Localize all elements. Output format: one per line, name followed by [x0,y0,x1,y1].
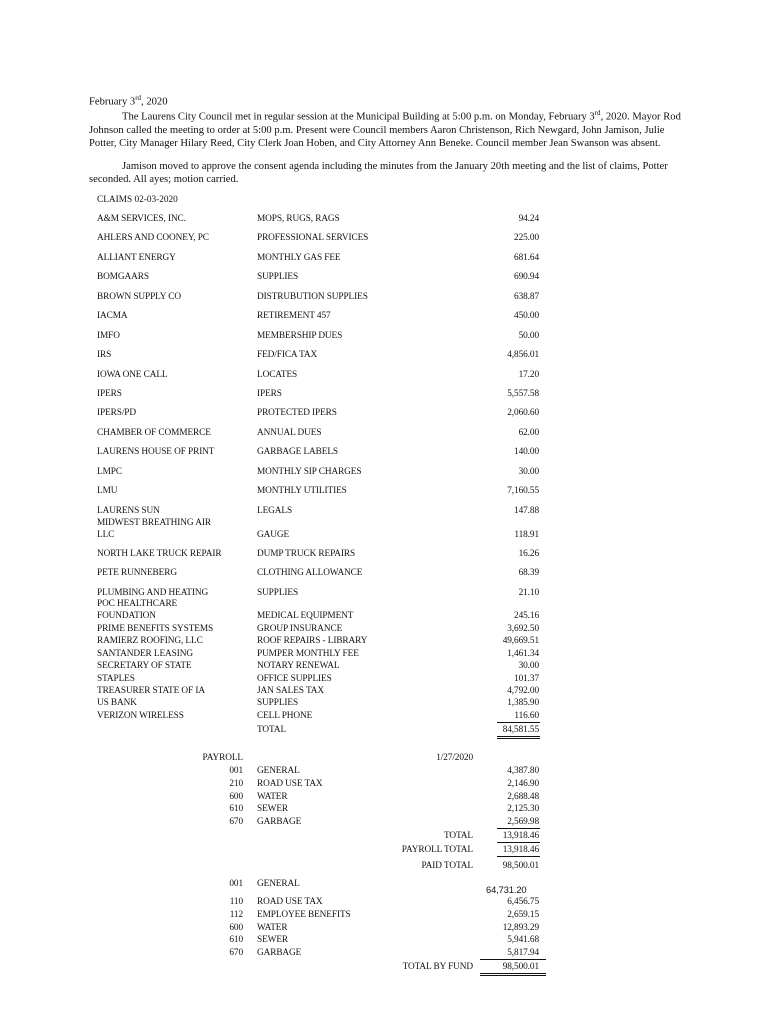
claim-amount: 30.00 [518,467,539,477]
table-row [0,698,770,712]
fund-name: GENERAL [257,879,300,889]
vendor-name: POC HEALTHCARE [97,599,178,609]
claim-description: CLOTHING ALLOWANCE [257,568,363,578]
claim-description: MEMBERSHIP DUES [257,331,343,341]
fund-code: 600 [229,792,243,802]
fund-code: 001 [229,879,243,889]
fund-name: GARBAGE [257,948,302,958]
vendor-name: BOMGAARS [97,272,149,282]
paid-total-label: PAID TOTAL [421,861,473,871]
table-row [0,725,770,739]
table-row [0,817,770,831]
claim-amount: 21.10 [518,588,539,598]
claim-description: FED/FICA TAX [257,350,318,360]
fund-code: 670 [229,817,243,827]
p1-text-a: The Laurens City Council met in regular session at the Municipal Building at 5:00 p.m. on Monday, February 3 [122,111,595,123]
vendor-name: NORTH LAKE TRUCK REPAIR [97,549,222,559]
p1-text-b: , 2020. Mayor Rod Johnson called the meeting to order at 5:00 p.m. Present were Council members Aaron Christenson, Rich Newgard, John Jamison, Julie Potter, City Manager Hilary Reed, City Clerk Joan Hoben, and City Attorney Ann Beneke. Council member Jean Swanson was absent. [89,111,681,149]
table-row [0,486,770,500]
fund-name: SEWER [257,935,289,945]
table-row [0,845,770,859]
fund-code: 210 [229,779,243,789]
p2-text: Jamison moved to approve the consent agenda including the minutes from the January 20th meeting and the list of claims, Potter seconded. All ayes; motion carried. [89,161,668,186]
claim-amount: 3,692.50 [507,624,539,634]
table-row [0,447,770,461]
vendor-name: PRIME BENEFITS SYSTEMS [97,624,214,634]
fund-amount: 6,456.75 [507,897,539,907]
vendor-name-cont: LLC [97,530,115,540]
table-row [0,568,770,582]
subtotal-rule [497,722,540,723]
claim-amount: 681.64 [514,253,539,263]
vendor-name: A&M SERVICES, INC. [97,214,186,224]
table-row [0,331,770,345]
vendor-name: IMFO [97,331,120,341]
payroll-date: 1/27/2020 [436,753,473,763]
vendor-name: US BANK [97,698,137,708]
table-row [0,350,770,364]
claim-description: GAUGE [257,530,290,540]
table-row [0,948,770,962]
claim-amount: 4,792.00 [507,686,539,696]
vendor-name: LAURENS SUN [97,506,160,516]
claims-total-amount: 84,581.55 [502,725,539,735]
table-row [0,549,770,563]
claim-amount: 116.60 [514,711,539,721]
claim-description: PUMPER MONTHLY FEE [257,649,359,659]
vendor-name: PLUMBING AND HEATING [97,588,209,598]
vendor-name: CHAMBER OF COMMERCE [97,428,211,438]
claim-amount: 50.00 [518,331,539,341]
fund-total-double-rule [480,975,546,976]
payroll-subtotal-rule [497,828,540,829]
date-ordinal: rd [135,94,142,102]
payroll-grand-label: PAYROLL TOTAL [401,845,473,855]
claim-amount: 245.16 [514,611,539,621]
claim-amount: 147.88 [514,506,539,516]
fund-total-label: TOTAL BY FUND [402,962,473,972]
claim-amount: 30.00 [518,661,539,671]
table-row [0,661,770,675]
claim-amount: 140.00 [514,447,539,457]
meeting-date [89,94,168,108]
vendor-name: SANTANDER LEASING [97,649,193,659]
vendor-name: LAURENS HOUSE OF PRINT [97,447,215,457]
table-row [0,910,770,924]
vendor-name: RAMIERZ ROOFING, LLC [97,636,203,646]
fund-code: 001 [229,766,243,776]
vendor-name: AHLERS AND COONEY, PC [97,233,209,243]
table-row [0,253,770,267]
date-text: February 3 [89,96,136,108]
fund-name: WATER [257,792,288,802]
claim-amount: 68.39 [518,568,539,578]
claim-description: RETIREMENT 457 [257,311,331,321]
fund-name: WATER [257,923,288,933]
claim-amount: 7,160.55 [507,486,539,496]
table-row [0,389,770,403]
vendor-name: STAPLES [97,674,135,684]
claims-title: CLAIMS 02-03-2020 [97,195,178,205]
vendor-name-cont: FOUNDATION [97,611,156,621]
claim-description: MEDICAL EQUIPMENT [257,611,354,621]
table-row [0,779,770,793]
paid-total-amount: 98,500.01 [502,861,539,871]
fund-amount: 12,893.29 [502,923,539,933]
claim-description: DISTRUBUTION SUPPLIES [257,292,368,302]
minutes-paragraph-1 [89,107,684,150]
fund-amount: 5,941.68 [507,935,539,945]
table-row [0,753,770,767]
payroll-grand-rule [497,856,540,857]
payroll-amount: 2,125.30 [507,804,539,814]
claim-description: ANNUAL DUES [257,428,322,438]
claim-amount: 2,060.60 [507,408,539,418]
table-row [0,467,770,481]
total-rule [497,736,540,737]
vendor-name: BROWN SUPPLY CO [97,292,182,302]
claim-description: GROUP INSURANCE [257,624,343,634]
fund-code: 112 [229,910,243,920]
claim-description: SUPPLIES [257,588,299,598]
claim-description: PROTECTED IPERS [257,408,337,418]
table-row [0,370,770,384]
fund-name: EMPLOYEE BENEFITS [257,910,351,920]
vendor-name: IPERS [97,389,122,399]
table-row [0,311,770,325]
fund-code: 610 [229,804,243,814]
table-row [0,214,770,228]
table-row [0,636,770,650]
payroll-rule [497,842,540,843]
minutes-paragraph-2 [89,160,684,186]
claim-description: MONTHLY UTILITIES [257,486,347,496]
claim-amount: 5,557.58 [507,389,539,399]
claim-description: ROOF REPAIRS - LIBRARY [257,636,368,646]
table-row [0,428,770,442]
vendor-name: ALLIANT ENERGY [97,253,176,263]
payroll-total-amount: 13,918.46 [502,831,539,841]
fund-name: SEWER [257,804,289,814]
claims-total-label: TOTAL [257,725,287,735]
claim-amount: 225.00 [514,233,539,243]
table-row [0,292,770,306]
claim-description: IPERS [257,389,282,399]
claim-description: SUPPLIES [257,698,299,708]
table-row [0,831,770,845]
vendor-name: IRS [97,350,112,360]
fund-code: 600 [229,923,243,933]
claim-description: CELL PHONE [257,711,313,721]
fund-amount-general: 64,731.20 [486,885,527,895]
claim-description: DUMP TRUCK REPAIRS [257,549,356,559]
claim-description: LOCATES [257,370,298,380]
vendor-name: IPERS/PD [97,408,136,418]
vendor-name: PETE RUNNEBERG [97,568,177,578]
table-row [0,897,770,911]
claim-description: JAN SALES TAX [257,686,325,696]
fund-code: 670 [229,948,243,958]
claim-amount: 16.26 [518,549,539,559]
payroll-grand-amount: 13,918.46 [502,845,539,855]
claim-amount: 1,461.34 [507,649,539,659]
claim-description: OFFICE SUPPLIES [257,674,332,684]
vendor-name: IOWA ONE CALL [97,370,168,380]
claim-amount: 4,856.01 [507,350,539,360]
vendor-name: VERIZON WIRELESS [97,711,184,721]
claim-description: GARBAGE LABELS [257,447,338,457]
table-row [0,611,770,625]
claim-description: SUPPLIES [257,272,299,282]
claim-amount: 62.00 [518,428,539,438]
payroll-amount: 4,387.80 [507,766,539,776]
claim-amount: 118.91 [514,530,539,540]
claim-description: MONTHLY SIP CHARGES [257,467,362,477]
claim-amount: 638.87 [514,292,539,302]
fund-total-rule [480,973,546,974]
payroll-total-label: TOTAL [443,831,473,841]
claim-amount: 1,385.90 [507,698,539,708]
fund-subtotal-rule [480,959,546,960]
claim-amount: 94.24 [518,214,539,224]
vendor-name: LMU [97,486,118,496]
payroll-amount: 2,569.98 [507,817,539,827]
claim-description: MOPS, RUGS, RAGS [257,214,340,224]
table-row [0,408,770,422]
fund-name: GARBAGE [257,817,302,827]
payroll-amount: 2,688.48 [507,792,539,802]
claim-amount: 690.94 [514,272,539,282]
total-double-rule [497,738,540,739]
table-row [0,962,770,976]
fund-amount: 5,817.94 [507,948,539,958]
fund-code: 110 [229,897,243,907]
table-row [0,804,770,818]
claim-amount: 17.20 [518,370,539,380]
date-year: , 2020 [141,96,168,108]
p1-ordinal: rd [594,109,601,117]
table-row [0,861,770,875]
fund-name: ROAD USE TAX [257,779,323,789]
vendor-name: IACMA [97,311,128,321]
claim-description: NOTARY RENEWAL [257,661,340,671]
table-row [0,233,770,247]
vendor-name: MIDWEST BREATHING AIR [97,518,211,528]
claim-amount: 49,669.51 [502,636,539,646]
fund-amount: 2,659.15 [507,910,539,920]
fund-code: 610 [229,935,243,945]
claim-amount: 450.00 [514,311,539,321]
claim-description: MONTHLY GAS FEE [257,253,341,263]
payroll-amount: 2,146.90 [507,779,539,789]
payroll-label: PAYROLL [202,753,243,763]
claim-amount: 101.37 [514,674,539,684]
claim-description: LEGALS [257,506,293,516]
fund-total-amount: 98,500.01 [502,962,539,972]
table-row [0,766,770,780]
table-row [0,272,770,286]
claim-description: PROFESSIONAL SERVICES [257,233,369,243]
fund-name: GENERAL [257,766,300,776]
vendor-name: TREASURER STATE OF IA [97,686,205,696]
vendor-name: LMPC [97,467,122,477]
vendor-name: SECRETARY OF STATE [97,661,192,671]
table-row [0,935,770,949]
table-row [0,711,770,725]
table-row [0,530,770,544]
fund-name: ROAD USE TAX [257,897,323,907]
